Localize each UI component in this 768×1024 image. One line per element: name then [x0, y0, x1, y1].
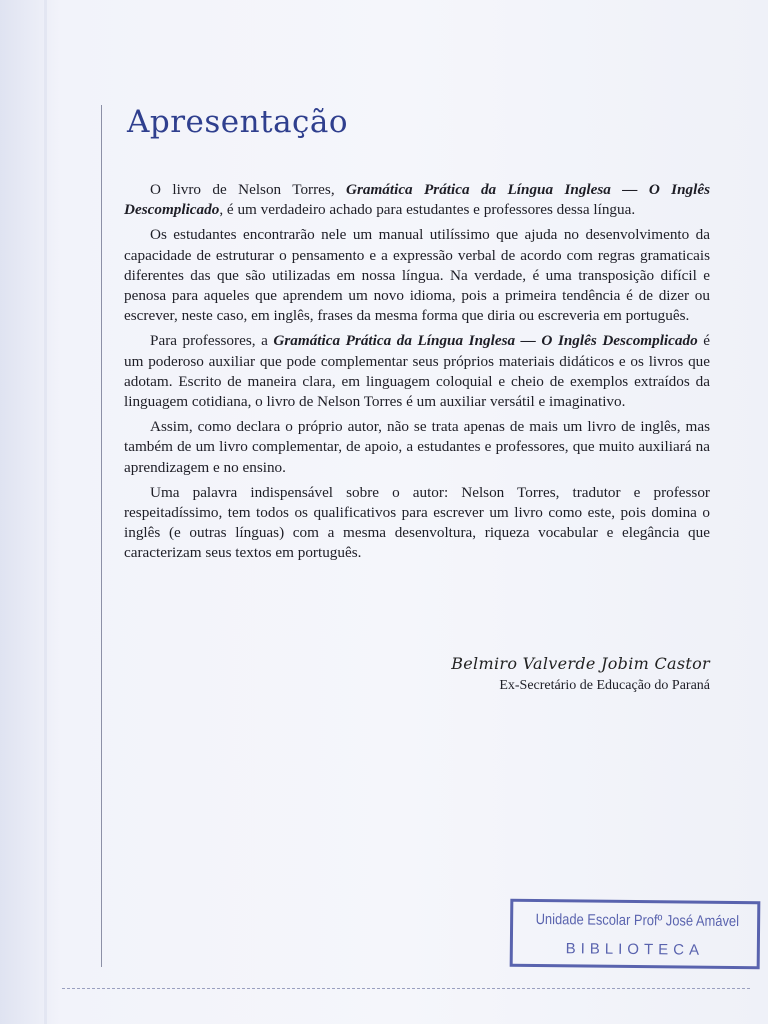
page-title: Apresentação	[127, 104, 349, 140]
margin-rule	[101, 105, 102, 967]
paragraph	[124, 483, 710, 564]
stamp-library-label: BIBLIOTECA	[565, 940, 705, 959]
paragraph-text: é um poderoso auxiliar que pode complementar seus próprios materiais didáticos e os livros que adotam. Escrito de maneira clara, em linguagem coloquial e cheio de exemplos extraídos da linguagem cotidiana, o livro de Nelson Torres é um auxiliar versátil e imaginativo.	[124, 332, 710, 411]
signature-role: Ex-Secretário de Educação do Paraná	[499, 678, 710, 693]
paragraph-text: , é um verdadeiro achado para estudantes e professores dessa língua.	[219, 201, 636, 219]
page-fold	[44, 0, 47, 1024]
paragraph-text: Uma palavra indispensável sobre o autor: Nelson Torres, tradutor e professor respeitadíssimo, tem todos os qualificativos para escrever um livro como este, pois domina o inglês (e outras línguas) com a mesma desenvoltura, riqueza vocabular e elegância que caracterizam seus textos em português.	[124, 483, 710, 562]
paragraph	[124, 331, 710, 412]
book-title-emphasis: Gramática Prática da Língua Inglesa — O Inglês Descomplicado	[124, 181, 710, 219]
stamp-school-name: Unidade Escolar Profº José Amável	[535, 910, 740, 931]
library-stamp	[510, 899, 761, 970]
paragraph	[124, 417, 710, 478]
paragraph	[124, 180, 710, 220]
signature-name: Belmiro Valverde Jobim Castor	[451, 654, 710, 673]
bleed-through-title	[378, 108, 658, 158]
paragraph-text: Os estudantes encontrarão nele um manual utilíssimo que ajuda no desenvolvimento da capacidade de estruturar o pensamento e a expressão verbal de acordo com regras gramaticais diferentes das que são utilizadas em nossa língua. Na verdade, é uma transposição difícil e penosa para aqueles que aprendem um novo idioma, pois a primeira tendência é de dizer ou escrever, neste caso, em inglês, frases da mesma forma que diria ou escreveria em português.	[124, 226, 710, 325]
book-title-emphasis: Gramática Prática da Língua Inglesa — O Inglês Descomplicado	[273, 332, 698, 350]
paragraph	[124, 225, 710, 326]
paragraph-text: O livro de Nelson Torres,	[150, 181, 346, 198]
body-text	[124, 180, 710, 569]
bottom-rule	[62, 988, 750, 989]
paragraph-text: Assim, como declara o próprio autor, não se trata apenas de mais um livro de inglês, mas também de um livro complementar, de apoio, a estudantes e professores, que muito auxiliará na aprendizagem e no ensino.	[124, 418, 710, 476]
paragraph-text: Para professores, a	[150, 332, 274, 350]
